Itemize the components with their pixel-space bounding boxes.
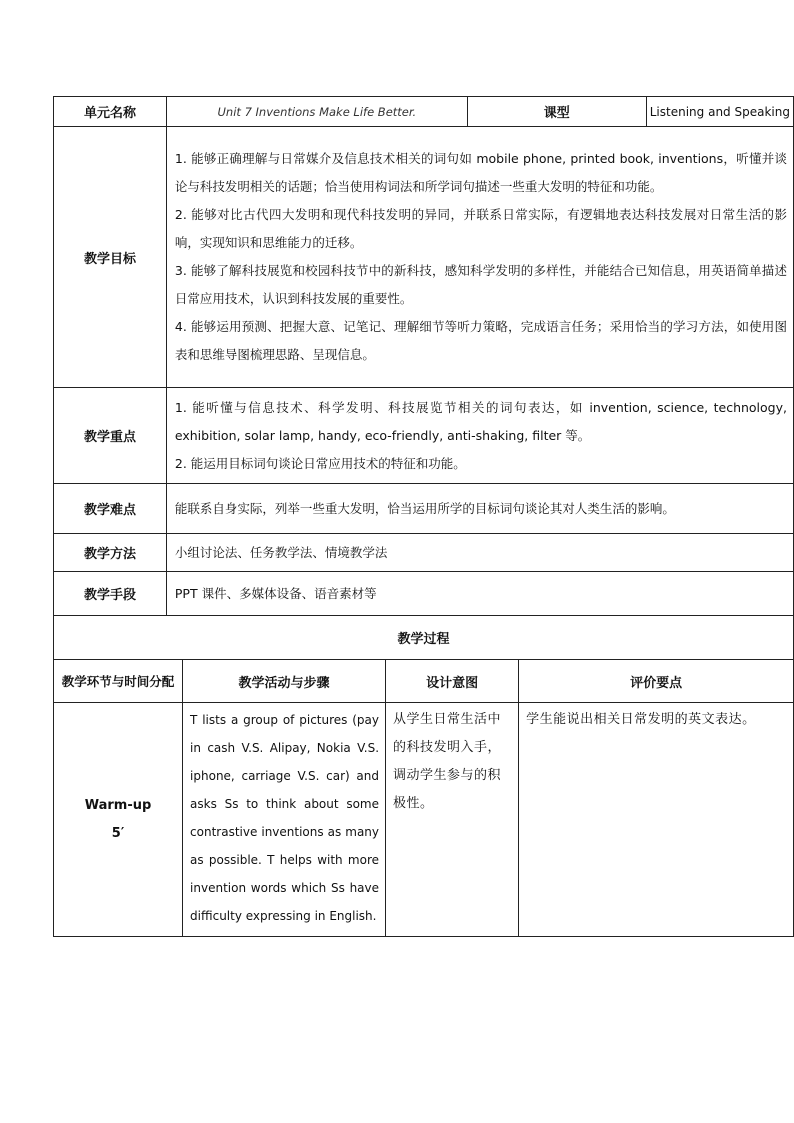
objectives-content <box>166 127 793 388</box>
means-row <box>54 572 794 616</box>
methods-row <box>54 534 794 572</box>
header-row <box>54 97 794 127</box>
difficulties-row <box>54 484 794 534</box>
means-content: PPT 课件、多媒体设备、语音素材等 <box>166 572 793 616</box>
activities-cell: T lists a group of pictures (pay in cash V.S. Alipay, Nokia V.S. iphone, carriage V.S. car) and asks Ss to think about some contrastive inventions as many as possible. T helps with more invention words which Ss have difficulty expressing in English. <box>183 703 386 937</box>
table-row <box>54 703 794 937</box>
process-title: 教学过程 <box>54 616 794 660</box>
process-title-row <box>54 616 794 660</box>
objective-item: 3. 能够了解科技展览和校园科技节中的新科技，感知科学发明的多样性，并能结合已知信息，用英语简单描述日常应用技术，认识到科技发展的重要性。 <box>174 263 787 306</box>
objectives-row <box>54 127 794 388</box>
difficulties-label: 教学难点 <box>54 484 167 534</box>
methods-label: 教学方法 <box>54 534 167 572</box>
col-header-evaluation: 评价要点 <box>519 660 794 703</box>
stage-name: Warm-up <box>84 797 152 813</box>
type-value: Listening and Speaking <box>646 97 793 127</box>
objective-item: 4. 能够运用预测、把握大意、记笔记、理解细节等听力策略，完成语言任务；采用恰当的学习方法，如使用图表和思维导图梳理思路、呈现信息。 <box>174 319 787 362</box>
objective-item: 1. 能够正确理解与日常媒介及信息技术相关的词句如 mobile phone, printed book, inventions，听懂并谈论与科技发明相关的话题；恰当使用构词法和所学词句描述一些重大发明的特征和功能。 <box>174 151 787 194</box>
means-label: 教学手段 <box>54 572 167 616</box>
key-points-label: 教学重点 <box>54 388 167 484</box>
methods-content: 小组讨论法、任务教学法、情境教学法 <box>166 534 793 572</box>
objectives-label: 教学目标 <box>54 127 167 388</box>
difficulties-content: 能联系自身实际，列举一些重大发明，恰当运用所学的目标词句谈论其对人类生活的影响。 <box>166 484 793 534</box>
evaluation-cell: 学生能说出相关日常发明的英文表达。 <box>519 703 794 937</box>
objective-item: 2. 能够对比古代四大发明和现代科技发明的异同，并联系日常实际，有逻辑地表达科技发展对日常生活的影响，实现知识和思维能力的迁移。 <box>174 207 787 250</box>
unit-label: 单元名称 <box>54 97 167 127</box>
type-label: 课型 <box>467 97 646 127</box>
stage-cell <box>54 703 183 937</box>
process-header-row <box>54 660 794 703</box>
lesson-plan-table <box>53 96 794 937</box>
key-points-row <box>54 388 794 484</box>
unit-value: Unit 7 Inventions Make Life Better. <box>166 97 467 127</box>
col-header-intent: 设计意图 <box>386 660 519 703</box>
key-point-item: 1. 能听懂与信息技术、科学发明、科技展览节相关的词句表达，如 invention, science, technology, exhibition, solar lamp, handy, eco-friendly, anti-shaking, filter 等。 <box>174 399 787 443</box>
key-points-content <box>166 388 793 484</box>
intent-cell: 从学生日常生活中的科技发明入手，调动学生参与的积极性。 <box>386 703 519 937</box>
key-point-item: 2. 能运用目标词句谈论日常应用技术的特征和功能。 <box>174 455 466 471</box>
col-header-stage: 教学环节与时间分配 <box>54 660 183 703</box>
stage-time: 5′ <box>111 825 125 841</box>
col-header-activities: 教学活动与步骤 <box>183 660 386 703</box>
